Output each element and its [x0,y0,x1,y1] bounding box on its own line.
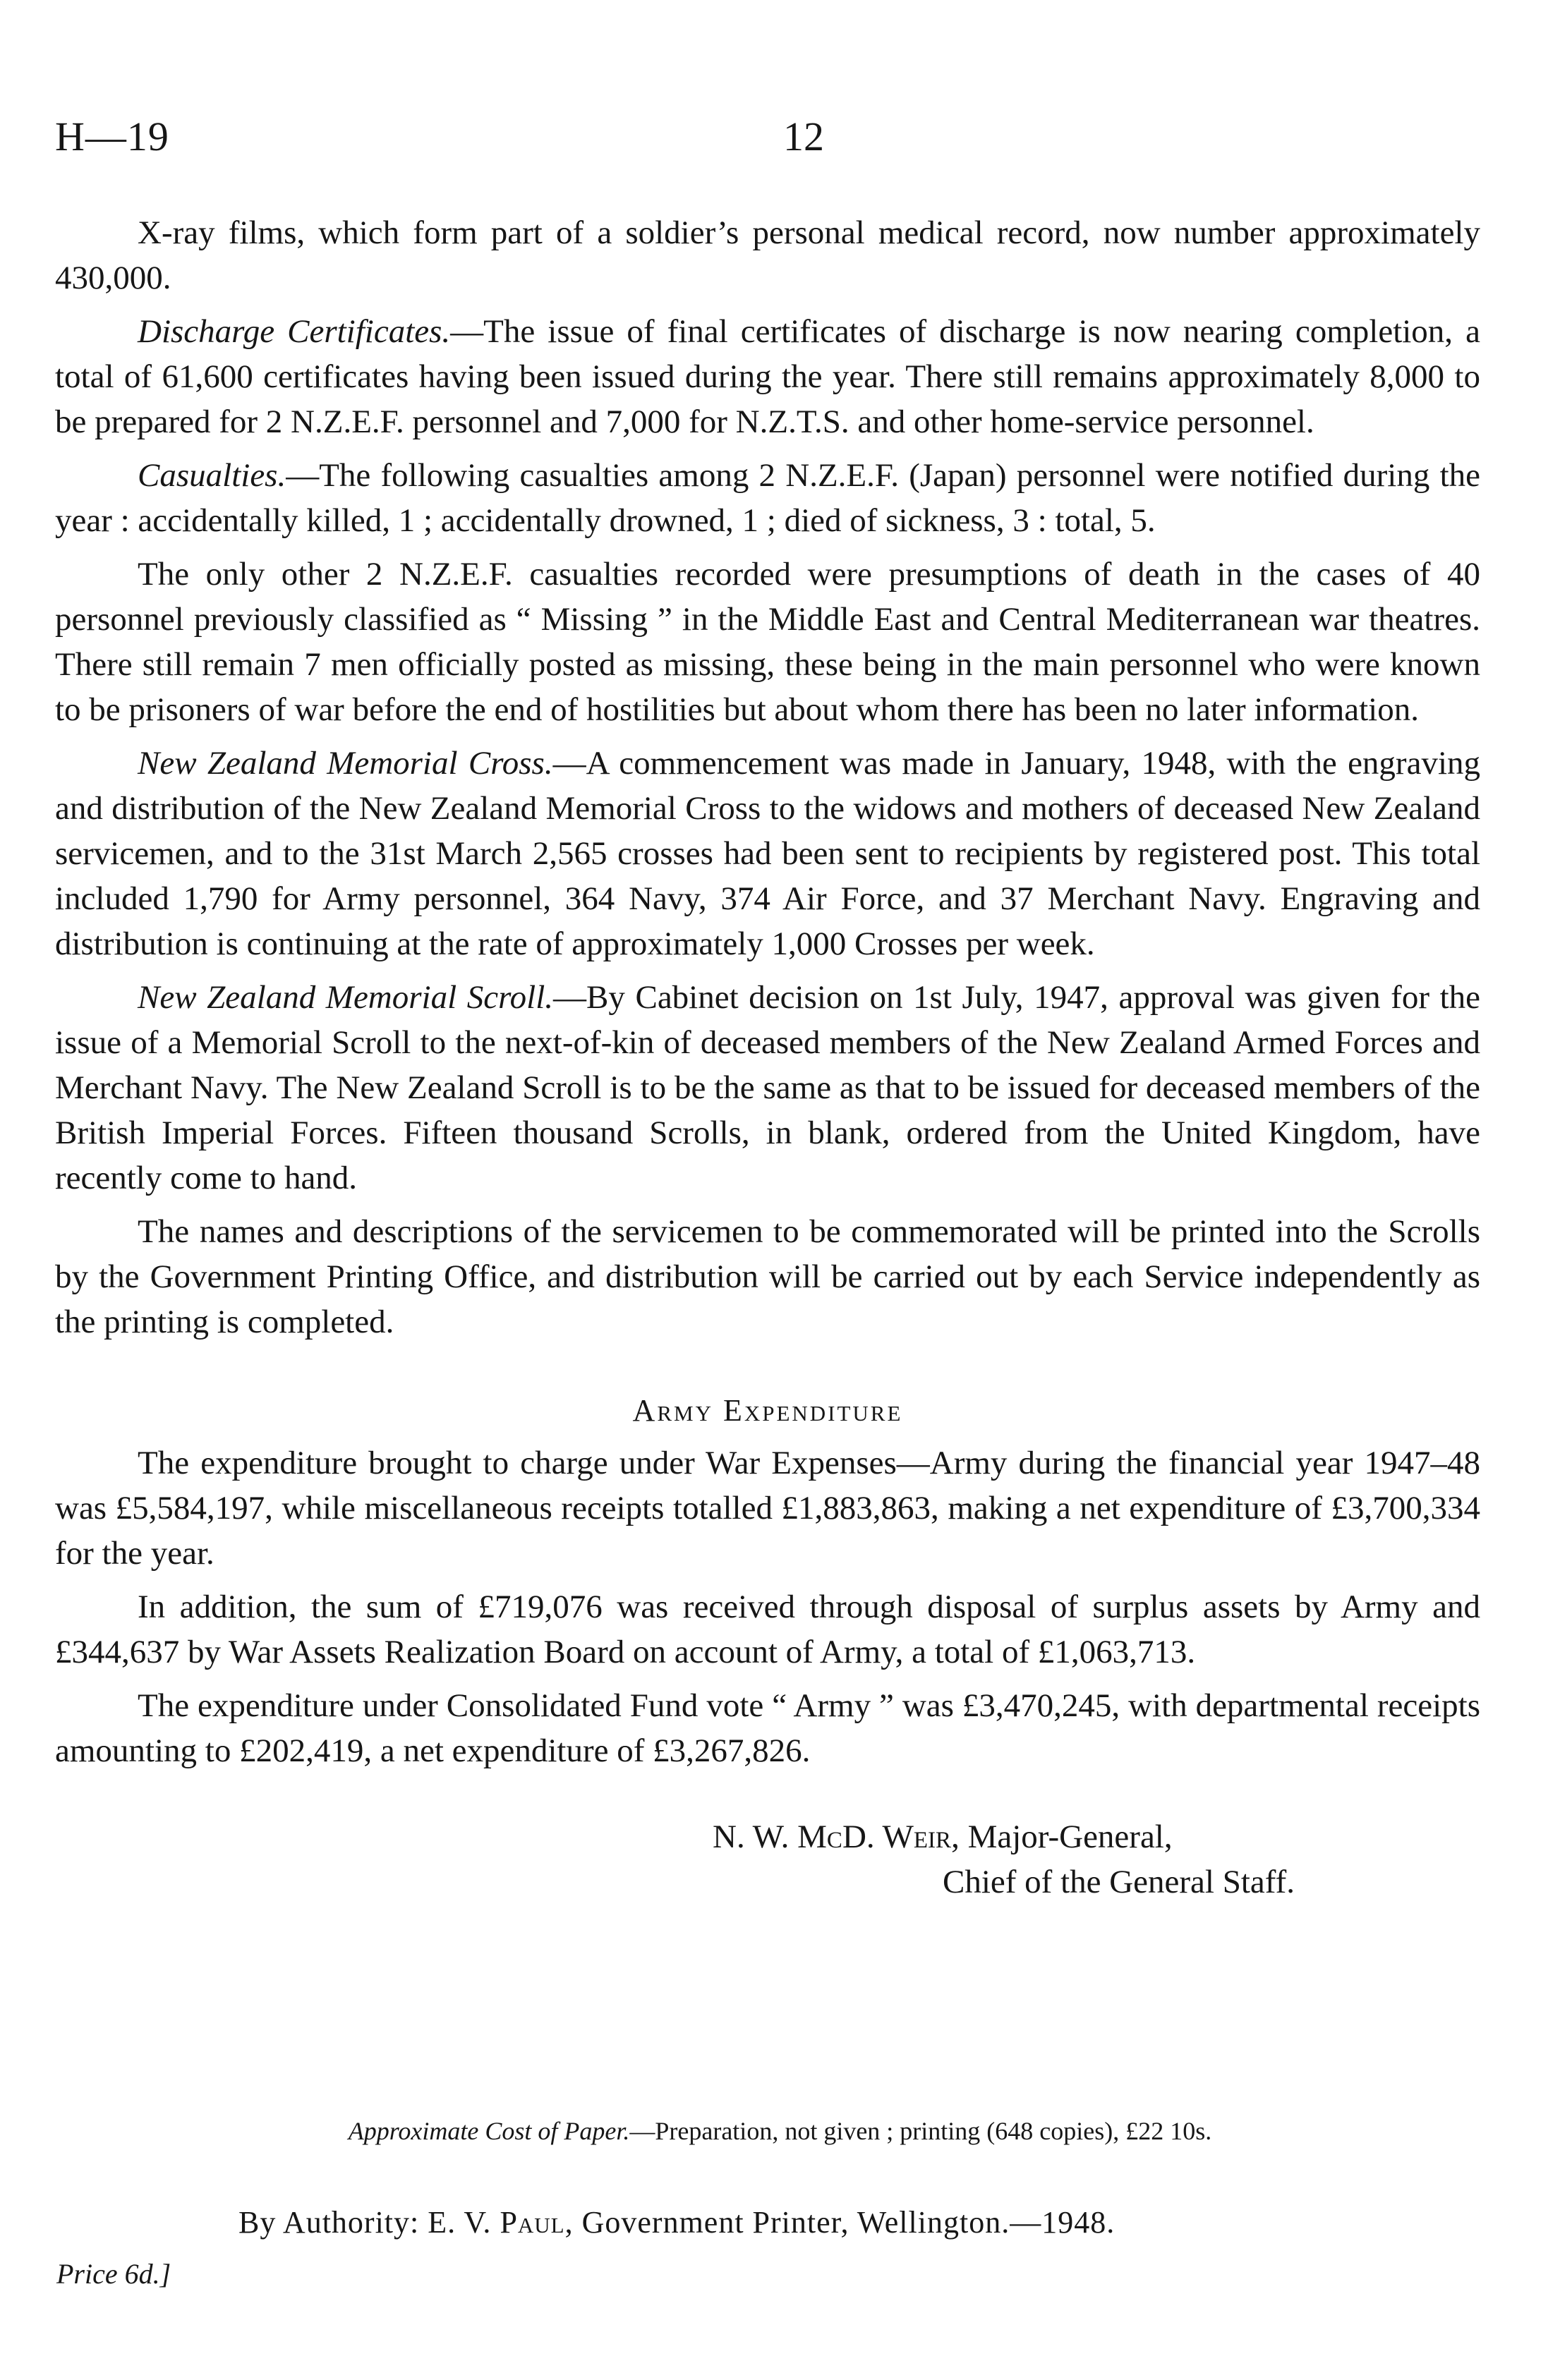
paragraph-lead: Casualties. [138,457,286,494]
paragraph-lead: Discharge Certificates. [138,313,451,350]
printer-authority-line: By Authority: E. V. Paul, Government Printer, Wellington.—1948. [238,2205,1115,2240]
signatory-title: Chief of the General Staff. [943,1864,1295,1900]
document-body [55,210,1480,1905]
paragraph-other-casualties: The only other 2 N.Z.E.F. casualties recorded were presumptions of death in the cases of 40 personnel previously classified as “ Missing ” in the Middle East and Central Mediterranean war theatres. There still remain 7 men officially posted as missing, these being in the main personnel who were known to be prisoners of war before the end of hostilities but about whom there has been no later information. [55,556,1480,728]
paragraph-xray: X-ray films, which form part of a soldier’s personal medical record, now number approximately 430,000. [55,214,1480,296]
paragraph-surplus-assets: In addition, the sum of £719,076 was received through disposal of surplus assets by Army and £344,637 by War Assets Realization Board on account of Army, a total of £1,063,713. [55,1589,1480,1670]
printer-name: Paul [500,2205,565,2240]
paragraph-consolidated-fund: The expenditure under Consolidated Fund vote “ Army ” was £3,470,245, with departmental receipts amounting to £202,419, a net expenditure of £3,267,826. [55,1687,1480,1769]
document-reference: H—19 [55,114,169,159]
paragraph-lead: New Zealand Memorial Scroll. [138,979,554,1016]
paragraph-memorial-scroll: New Zealand Memorial Scroll.—By Cabinet decision on 1st July, 1947, approval was given for the issue of a Memorial Scroll to the next-of-kin of deceased members of the New Zealand Armed Forces and Merchant Navy. The New Zealand Scroll is to be the same as that to be issued for deceased members of the British Imperial Forces. Fifteen thousand Scrolls, in blank, ordered from the United Kingdom, have recently come to hand. [55,979,1480,1196]
paragraph-discharge-certificates: Discharge Certificates.—The issue of final certificates of discharge is now nearing completion, a total of 61,600 certificates having been issued during the year. There still remains approximately 8,000 to be prepared for 2 N.Z.E.F. personnel and 7,000 for N.Z.T.S. and other home-service personnel. [55,313,1480,440]
paragraph-army-expenditure: The expenditure brought to charge under War Expenses—Army during the financial year 1947–48 was £5,584,197, while miscellaneous receipts totalled £1,883,863, making a net expenditure of £3,700,334 for the year. [55,1445,1480,1572]
signature-line [713,1814,1480,1859]
signatory-name: N. W. McD. Weir [713,1819,952,1855]
cost-of-paper-note: Approximate Cost of Paper.—Preparation, not given ; printing (648 copies), £22 10s. [348,2117,1212,2145]
price-note: Price 6d.] [56,2258,171,2290]
paragraph-casualties: Casualties.—The following casualties among 2 N.Z.E.F. (Japan) personnel were notified during the year : accidentally killed, 1 ; accidentally drowned, 1 ; died of sickness, 3 : total, 5. [55,457,1480,539]
paragraph-scroll-printing: The names and descriptions of the servicemen to be commemorated will be printed into the Scrolls by the Government Printing Office, and distribution will be carried out by each Service independently as the printing is completed. [55,1213,1480,1340]
paragraph-lead: New Zealand Memorial Cross. [138,745,553,782]
page-number: 12 [783,114,824,159]
signature-block [713,1814,1480,1905]
section-heading: Army Expenditure [632,1393,903,1428]
paragraph-memorial-cross: New Zealand Memorial Cross.—A commencement was made in January, 1948, with the engraving and distribution of the New Zealand Memorial Cross to the widows and mothers of deceased New Zealand servicemen, and to the 31st March 2,565 crosses had been sent to recipients by registered post. This total included 1,790 for Army personnel, 364 Navy, 374 Air Force, and 37 Merchant Navy. Engraving and distribution is continuing at the rate of approximately 1,000 Crosses per week. [55,745,1481,962]
signatory-rank: , Major-General, [951,1819,1173,1855]
page-header [55,113,1487,169]
